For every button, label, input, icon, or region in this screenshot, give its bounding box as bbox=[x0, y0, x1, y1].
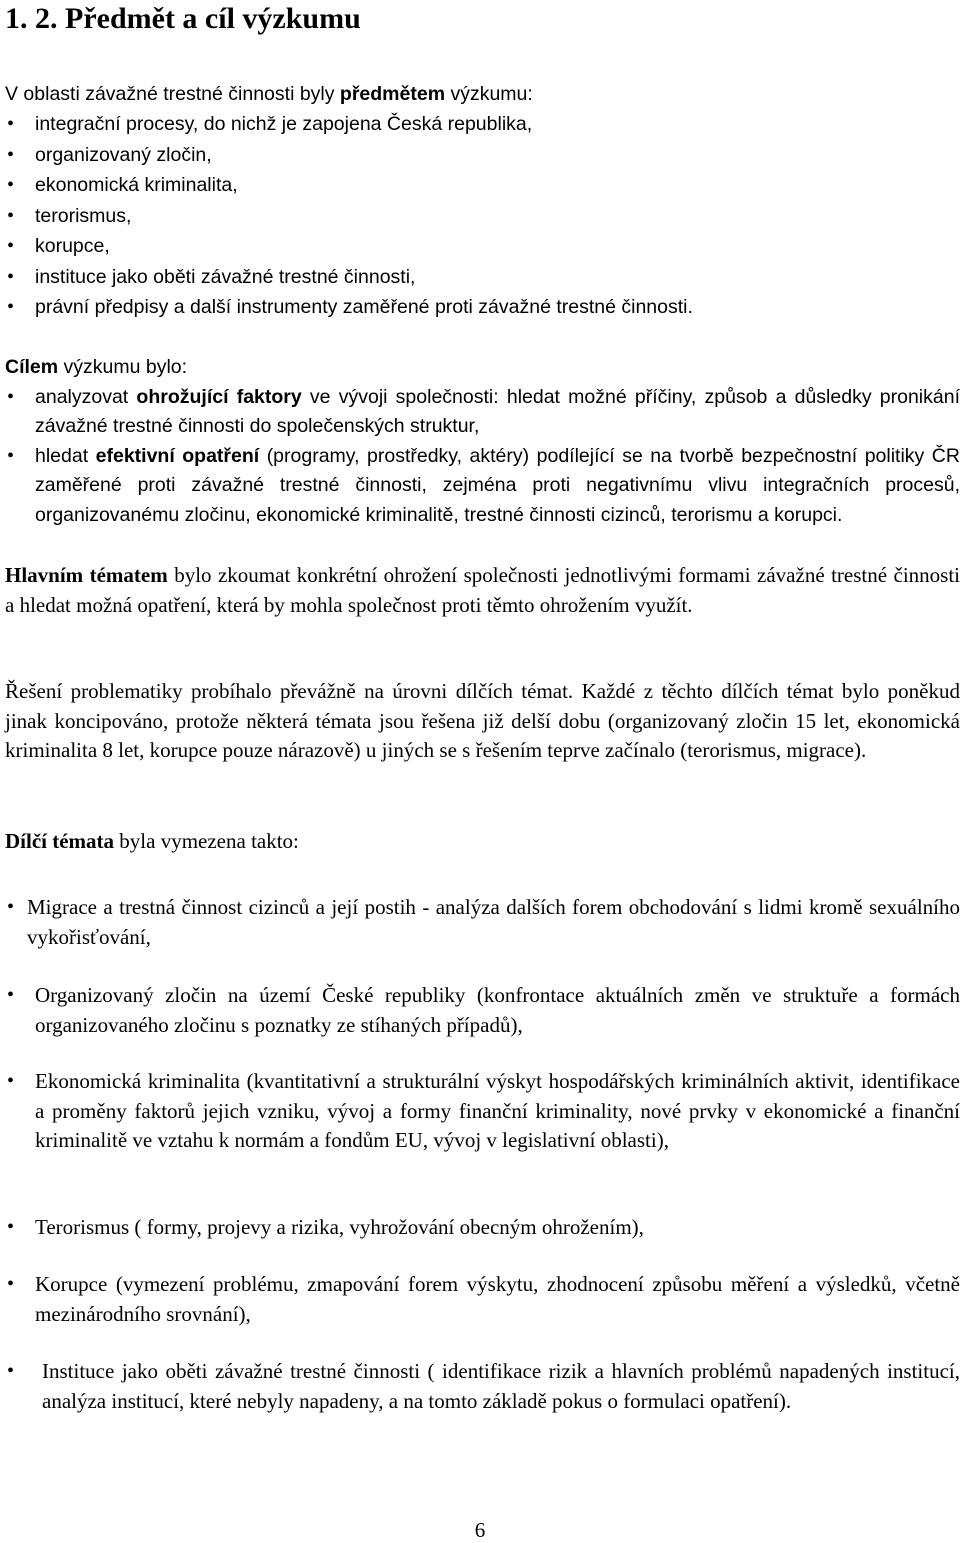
aim-item-text-end: ve vývoji společnosti: hledat možné příčiny, způsob a důsledky pronikání závažné trestné činnosti do společenských struktur, bbox=[35, 385, 960, 437]
list-item: • integrační procesy, do nichž je zapojena Česká republika, bbox=[5, 109, 960, 140]
subtopics-list bbox=[5, 981, 960, 1040]
list-item bbox=[5, 383, 960, 442]
subtopics-list bbox=[5, 1067, 960, 1156]
list-item: • Migrace a trestná činnost cizinců a její postih - analýza dalších forem obchodování s lidmi kromě sexuálního vykořisťování, bbox=[5, 893, 960, 952]
list-item: • Organizovaný zločin na území České republiky (konfrontace aktuálních změn ve struktuře a formách organizovaného zločinu s poznatky ze stíhaných případů), bbox=[5, 981, 960, 1040]
subtopics-list bbox=[5, 1270, 960, 1329]
intro-bold: předmětem bbox=[339, 83, 446, 105]
aim-text: výzkumu bylo: bbox=[58, 356, 188, 378]
list-item bbox=[5, 442, 960, 531]
list-item: • korupce, bbox=[5, 231, 960, 262]
aim-item-bold: efektivní opatření bbox=[95, 444, 260, 467]
list-item: • Instituce jako oběti závažné trestné činnosti ( identifikace rizik a hlavních problémů napadených institucí, analýza institucí, které nebyly napadeny, a na tomto základě pokus o formulaci opatření). bbox=[5, 1357, 960, 1416]
aim-item-bold: ohrožující faktory bbox=[136, 385, 302, 408]
aim-section bbox=[5, 353, 960, 530]
subtopics-list bbox=[5, 1357, 960, 1416]
list-item: • Ekonomická kriminalita (kvantitativní a strukturální výskyt hospodářských kriminálních aktivit, identifikace a proměny faktorů jejich vzniku, vývoj a formy finanční kriminality, nové prvky v ekonomické a finanční kriminalitě ve vztahu k normám a fondům EU, vývoj v legislativní oblasti), bbox=[5, 1067, 960, 1156]
main-topic-text: bylo zkoumat konkrétní ohrožení společnosti jednotlivými formami závažné trestné činnosti a hledat možná opatření, která by mohla společnost proti těmto ohrožením využít. bbox=[5, 563, 960, 617]
aim-paragraph bbox=[5, 353, 960, 383]
aim-item-text: hledat bbox=[35, 444, 96, 467]
list-item: • Terorismus ( formy, projevy a rizika, vyhrožování obecným ohrožením), bbox=[5, 1213, 960, 1243]
aim-bold: Cílem bbox=[5, 356, 59, 378]
subtopics-intro bbox=[5, 827, 960, 856]
aim-item-text-end: (programy, prostředky, aktéry) podílející se na tvorbě bezpečnostní politiky ČR zaměřené proti závažné trestné činnosti, zejména proti negativnímu vlivu integračních procesů, organizovanému zločinu, ekonomické kriminalitě, trestné činnosti cizinců, terorismu a korupci. bbox=[35, 444, 960, 526]
subjects-section bbox=[5, 80, 960, 323]
list-item: • terorismus, bbox=[5, 201, 960, 232]
list-item: • právní předpisy a další instrumenty zaměřené proti závažné trestné činnosti. bbox=[5, 292, 960, 323]
solution-section bbox=[5, 677, 960, 766]
main-topic-bold: Hlavním tématem bbox=[5, 563, 168, 587]
page-number: 6 bbox=[474, 1518, 486, 1542]
list-item: • Korupce (vymezení problému, zmapování forem výskytu, zhodnocení způsobu měření a výsledků, včetně mezinárodního srovnání), bbox=[5, 1270, 960, 1329]
intro-text-end: výzkumu: bbox=[445, 83, 533, 105]
main-topic-section bbox=[5, 561, 960, 620]
list-item: • organizovaný zločin, bbox=[5, 140, 960, 171]
list-item: • ekonomická kriminalita, bbox=[5, 170, 960, 201]
subtopics-list bbox=[5, 1213, 960, 1243]
aim-item-text: analyzovat bbox=[35, 385, 137, 408]
main-topic-paragraph bbox=[5, 561, 960, 620]
subtopics-list bbox=[5, 893, 960, 952]
section-heading: 1. 2. Předmět a cíl výzkumu bbox=[5, 2, 361, 35]
list-item: • instituce jako oběti závažné trestné činnosti, bbox=[5, 262, 960, 293]
aim-list bbox=[5, 383, 960, 531]
subjects-list bbox=[5, 109, 960, 323]
intro-text: V oblasti závažné trestné činnosti byly bbox=[5, 83, 340, 105]
subtopics-intro-section bbox=[5, 827, 960, 856]
subtopics-intro-text: byla vymezena takto: bbox=[114, 829, 299, 853]
intro-paragraph bbox=[5, 80, 960, 109]
solution-paragraph: Řešení problematiky probíhalo převážně na úrovni dílčích témat. Každé z těchto dílčích témat bylo poněkud jinak koncipováno, protože některá témata jsou řešena již delší dobu (organizovaný zločin 15 let, ekonomická kriminalita 8 let, korupce pouze nárazově) u jiných se s řešením teprve začínalo (terorismus, migrace). bbox=[5, 679, 960, 762]
subtopics-intro-bold: Dílčí témata bbox=[5, 829, 115, 853]
